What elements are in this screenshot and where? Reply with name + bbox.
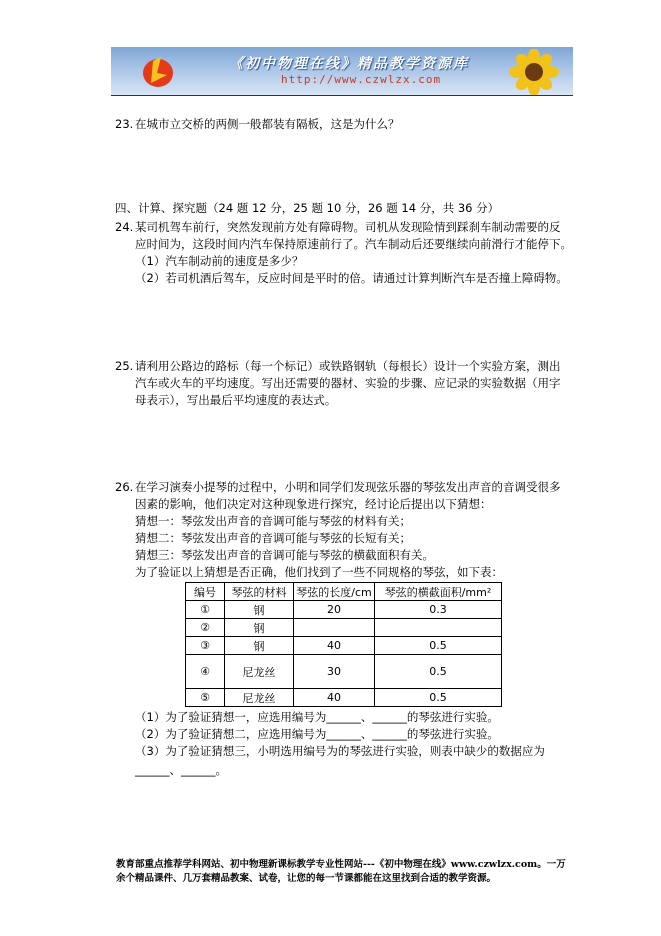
table-cell: 钢 xyxy=(225,637,294,655)
q26-line1: 在学习演奏小提琴的过程中，小明和同学们发现弦乐器的琴弦发出声音的音调受很多 xyxy=(135,480,561,494)
table-cell: ④ xyxy=(186,655,225,689)
table-row xyxy=(186,689,502,707)
table-cell: 20 xyxy=(294,601,375,619)
header-banner xyxy=(111,47,573,95)
table-cell: 0.3 xyxy=(375,601,502,619)
site-logo xyxy=(141,53,175,89)
q26-guess2: 猜想二：琴弦发出声音的音调可能与琴弦的长短有关； xyxy=(135,531,411,545)
q24-sub2: （2）若司机酒后驾车，反应时间是平时的倍。请通过计算判断汽车是否撞上障碍物。 xyxy=(135,271,568,285)
q26-guess3: 猜想三：琴弦发出声音的音调可能与琴弦的横截面积有关。 xyxy=(135,548,434,562)
table-cell: 0.5 xyxy=(375,637,502,655)
table-cell xyxy=(294,619,375,637)
q23-text: 在城市立交桥的两侧一般都装有隔板，这是为什么？ xyxy=(135,117,400,131)
q25-number: 25. xyxy=(115,359,134,373)
table-cell: 尼龙丝 xyxy=(225,689,294,707)
q26-guess1: 猜想一：琴弦发出声音的音调可能与琴弦的材料有关； xyxy=(135,514,411,528)
table-cell: 钢 xyxy=(225,619,294,637)
q24-sub1: （1）汽车制动前的速度是多少？ xyxy=(135,254,304,268)
sunflower-icon xyxy=(499,49,569,95)
table-cell: ② xyxy=(186,619,225,637)
table-header: 琴弦的长度/cm xyxy=(294,583,375,601)
q25-line1: 请利用公路边的路标（每一个标记）或铁路钢轨（每根长）设计一个实验方案，测出 xyxy=(135,359,561,373)
q26-answer1: （1）为了验证猜想一，应选用编号为______、______的琴弦进行实验。 xyxy=(135,710,499,724)
q24-line2: 应时间为，这段时间内汽车保持原速前行了。汽车制动后还要继续向前滑行才能停下。 xyxy=(135,237,572,251)
table-cell: ③ xyxy=(186,637,225,655)
table-cell: 尼龙丝 xyxy=(225,655,294,689)
table-cell: 30 xyxy=(294,655,375,689)
q25-line3: 母表示），写出最后平均速度的表达式。 xyxy=(135,393,337,407)
table-header: 琴弦的材料 xyxy=(225,583,294,601)
q26-answer3: （3）为了验证猜想三，小明选用编号为的琴弦进行实验，则表中缺少的数据应为 xyxy=(135,744,545,758)
table-row xyxy=(186,601,502,619)
table-row xyxy=(186,619,502,637)
q26-answer3-blanks: ______、______。 xyxy=(135,763,227,777)
q26-number: 26. xyxy=(115,480,134,494)
table-cell: 钢 xyxy=(225,601,294,619)
q23-number: 23. xyxy=(115,117,134,131)
table-cell: 0.5 xyxy=(375,655,502,689)
q26-answer2: （2）为了验证猜想二，应选用编号为______、______的琴弦进行实验。 xyxy=(135,727,499,741)
table-cell: ⑤ xyxy=(186,689,225,707)
table-header: 编号 xyxy=(186,583,225,601)
table-cell: 0.5 xyxy=(375,689,502,707)
q24-number: 24. xyxy=(115,220,134,234)
table-row xyxy=(186,655,502,689)
q25-line2: 汽车或火车的平均速度。写出还需要的器材、实验的步骤、应记录的实验数据（用字 xyxy=(135,376,561,390)
header-rule xyxy=(111,95,573,96)
banner-title: 《初中物理在线》精品教学资源库 xyxy=(229,56,469,72)
strings-table xyxy=(185,582,502,707)
table-header: 琴弦的横截面积/mm² xyxy=(375,583,502,601)
table-cell xyxy=(375,619,502,637)
table-row xyxy=(186,637,502,655)
q26-line2: 因素的影响，他们决定对这种现象进行探究，经讨论后提出以下猜想： xyxy=(135,497,492,511)
table-cell: 40 xyxy=(294,637,375,655)
table-header-row xyxy=(186,583,502,601)
q24-line1: 某司机驾车前行，突然发现前方处有障碍物。司机从发现险情到踩刹车制动需要的反 xyxy=(135,220,561,234)
footer-line2: 余个精品课件、几万套精品教案、试卷，让您的每一节课都能在这里找到合适的教学资源。 xyxy=(116,873,497,884)
banner-url[interactable]: http://www.czwlzx.com xyxy=(281,73,442,86)
q26-table-intro: 为了验证以上猜想是否正确，他们找到了一些不同规格的琴弦，如下表： xyxy=(135,565,503,579)
footer-line1: 教育部重点推荐学科网站、初中物理新课标教学专业性网站---《初中物理在线》www.czwlzx.com。一万 xyxy=(116,859,566,870)
table-cell: 40 xyxy=(294,689,375,707)
table-cell: ① xyxy=(186,601,225,619)
section-heading: 四、计算、探究题（24 题 12 分，25 题 10 分，26 题 14 分，共 36 分） xyxy=(115,201,500,215)
